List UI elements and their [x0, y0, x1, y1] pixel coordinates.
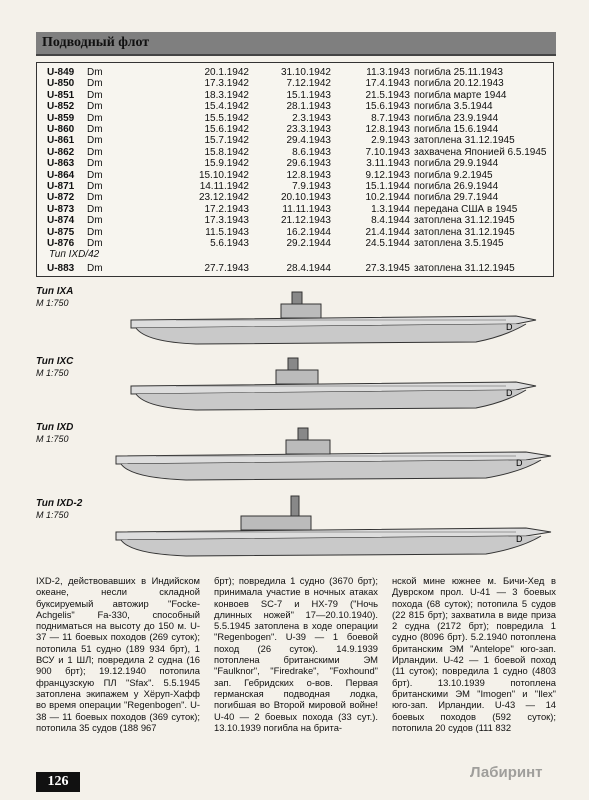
cell-d2: 15.1.1943 [286, 89, 331, 101]
cell-id: U-850 [47, 78, 75, 90]
cell-d3: 7.10.1943 [365, 146, 410, 158]
cell-id: U-852 [47, 101, 75, 113]
cell-d2: 16.2.1944 [286, 226, 331, 238]
drawing-label: Тип IXC [36, 356, 74, 367]
submarine-profile-ixd2 [36, 492, 556, 566]
cell-type: Dm [87, 101, 103, 113]
cell-d3: 1.3.1944 [371, 203, 410, 215]
cell-id: U-883 [47, 262, 75, 274]
svg-text:D: D [506, 322, 513, 332]
cell-d2: 2.3.1943 [292, 112, 331, 124]
cell-d1: 15.7.1942 [204, 135, 249, 147]
cell-id: U-875 [47, 226, 75, 238]
drawing-ixa [36, 284, 556, 354]
drawing-ixd [36, 420, 556, 486]
cell-d1: 27.7.1943 [204, 262, 249, 274]
cell-d2: 7.9.1943 [292, 181, 331, 192]
cell-fate: погибла 20.12.1943 [414, 78, 504, 90]
drawing-scale: М 1:750 [36, 434, 69, 444]
svg-text:D: D [506, 388, 513, 398]
page-number: 126 [36, 772, 80, 792]
cell-d1: 17.2.1943 [204, 203, 249, 215]
cell-d3: 3.11.1943 [366, 158, 410, 170]
cell-type: Dm [87, 67, 103, 78]
cell-d2: 29.4.1943 [286, 135, 331, 147]
cell-d1: 17.3.1943 [204, 215, 249, 227]
paragraph: брт); повредила 1 судно (3670 брт); принимала участие в ночных атаках конвоев SC-7 и HX-79 ("Ночь длинных ножей" 17—20.10.1940). 5.5.1945 затоплена в ходе операции "Regenbogen". U-39 — 1 боевой поход (26 суток). 14.9.1939 потоплена британскими ЭМ "Faulknor", "Firedrake", "Foxhound" зап. Гебридских о-вов. Первая германская подводная лодка, погибшая во Второй мировой войне! U-40 — 2 боевых похода (33 сут.). 13.10.1939 погибла на брита- [214, 575, 378, 733]
cell-type: Dm [87, 146, 103, 158]
cell-type: Dm [87, 215, 103, 227]
paragraph: IXD-2, действовавших в Индийском океане, несли складной буксируемый автожир "Focke-Achgelis" Fa-330, способный подниматься на высоту до 150 м. U-37 — 11 боевых походов (269 суток); потопила 51 судно (189 934 брт), 1 ВСУ и 1 ШЛ; повредила 2 судна (16 900 брт); 19.12.1940 потопила французскую ПЛ "Sfax". 5.5.1945 затоплена экипажем у Хёруп-Хафф во время операции "Regenbogen". U-38 — 11 боевых походов (369 суток); потопила 35 судов (188 967 [36, 575, 200, 733]
cell-d2: 29.6.1943 [286, 158, 331, 170]
cell-fate: погибла 29.7.1944 [414, 192, 499, 204]
text-column-3 [392, 575, 556, 733]
svg-text:D: D [516, 534, 523, 544]
cell-d3: 8.7.1943 [371, 112, 410, 124]
cell-fate: передана США в 1945 [414, 203, 518, 215]
cell-fate: затоплена 31.12.1945 [414, 262, 515, 274]
section-header [36, 32, 556, 56]
cell-d3: 15.6.1943 [365, 101, 410, 113]
submarine-profile-ixa [36, 284, 556, 354]
drawing-scale: М 1:750 [36, 510, 69, 520]
body-text [36, 575, 556, 775]
drawing-label: Тип IXD-2 [36, 498, 83, 509]
cell-d1: 15.5.1942 [204, 112, 249, 124]
cell-d2: 12.8.1943 [286, 169, 331, 181]
cell-d3: 12.8.1943 [365, 124, 410, 135]
cell-id: U-861 [47, 135, 75, 147]
cell-d1: 20.1.1942 [204, 67, 249, 78]
cell-d2: 28.1.1943 [286, 101, 331, 113]
cell-fate: погибла марте 1944 [414, 89, 507, 101]
cell-d1: 15.10.1942 [198, 169, 249, 181]
drawing-scale: М 1:750 [36, 298, 69, 308]
cell-id: U-863 [47, 158, 75, 170]
cell-id: U-871 [47, 181, 75, 192]
cell-d1: 15.9.1942 [204, 158, 249, 170]
paragraph: нской мине южнее м. Бичи-Хед в Дуврском прол. U-41 — 3 боевых похода (68 суток); потопила 5 судов (22 815 брт); захватила в виде приза 2 судна (2172 брт); повредила 1 судно (8096 брт). 5.2.1940 потоплена британским ЭМ "Antelope" юго-зап. Ирландии. U-42 — 1 боевой поход (11 суток); повредила 1 судно (4803 брт). 13.10.1939 потоплена британскими ЭМ "Imogen" и "Ilex" юго-зап. Ирландии. U-43 — 14 боевых походов (592 суток); потопила 20 судов (111 832 [392, 575, 556, 733]
cell-type: Dm [87, 203, 103, 215]
cell-fate: затоплена 31.12.1945 [414, 215, 515, 227]
cell-type: Dm [87, 89, 103, 101]
cell-d3: 21.5.1943 [365, 89, 410, 101]
drawing-label: Тип IXA [36, 286, 74, 297]
cell-d2: 7.12.1942 [286, 78, 331, 90]
cell-fate: погибла 25.11.1943 [414, 67, 503, 78]
cell-d1: 17.3.1942 [204, 78, 249, 90]
cell-type: Dm [87, 135, 103, 147]
cell-d1: 15.4.1942 [204, 101, 249, 113]
cell-type: Dm [87, 169, 103, 181]
cell-d1: 5.6.1943 [210, 238, 249, 249]
cell-type: Dm [87, 262, 103, 274]
cell-id: U-862 [47, 146, 75, 158]
cell-d2: 11.11.1943 [282, 203, 331, 215]
cell-d2: 21.12.1943 [280, 215, 331, 227]
section-title: Подводный флот [42, 35, 150, 50]
cell-d3: 2.9.1943 [371, 135, 410, 147]
cell-d3: 17.4.1943 [365, 78, 410, 90]
text-column-1 [36, 575, 200, 733]
cell-id: U-873 [47, 203, 75, 215]
cell-d3: 11.3.1943 [366, 67, 410, 78]
cell-id: U-876 [47, 238, 75, 249]
drawing-scale: М 1:750 [36, 368, 69, 378]
cell-type: Dm [87, 158, 103, 170]
cell-fate: погибла 26.9.1944 [414, 181, 499, 192]
cell-fate: погибла 15.6.1944 [414, 124, 499, 135]
submarine-profile-ixc [36, 352, 556, 418]
cell-type: Dm [87, 238, 103, 249]
cell-d1: 14.11.1942 [199, 181, 249, 192]
drawing-ixd2 [36, 492, 556, 566]
cell-d3: 10.2.1944 [365, 192, 410, 204]
cell-d1: 15.6.1942 [204, 124, 249, 135]
cell-d2: 29.2.1944 [286, 238, 331, 249]
cell-fate: погибла 29.9.1944 [414, 158, 499, 170]
cell-fate: затоплена 3.5.1945 [414, 238, 504, 249]
cell-type: Dm [87, 181, 103, 192]
svg-text:D: D [516, 458, 523, 468]
cell-fate: затоплена 31.12.1945 [414, 226, 515, 238]
cell-fate: погибла 3.5.1944 [414, 101, 493, 113]
cell-d2: 8.6.1943 [292, 146, 331, 158]
cell-d1: 15.8.1942 [204, 146, 249, 158]
cell-d3: 27.3.1945 [365, 262, 410, 274]
text-column-2 [214, 575, 378, 733]
cell-type: Dm [87, 192, 103, 204]
cell-d1: 11.5.1943 [205, 226, 249, 238]
watermark-logo: Лабиринт [470, 764, 543, 781]
cell-d3: 8.4.1944 [371, 215, 410, 227]
cell-d2: 31.10.1942 [280, 67, 331, 78]
cell-d1: 18.3.1942 [204, 89, 249, 101]
submarine-profile-ixd [36, 420, 556, 486]
cell-type: Dm [87, 78, 103, 90]
cell-d2: 23.3.1943 [286, 124, 331, 135]
cell-d3: 24.5.1944 [365, 238, 410, 249]
drawing-label: Тип IXD [36, 422, 74, 433]
submarine-table [36, 62, 554, 277]
cell-d1: 23.12.1942 [198, 192, 249, 204]
cell-d2: 28.4.1944 [286, 262, 331, 274]
cell-type: Dm [87, 226, 103, 238]
cell-d3: 15.1.1944 [365, 181, 410, 192]
cell-id: U-860 [47, 124, 75, 135]
cell-id: U-864 [47, 169, 75, 181]
cell-fate: погибла 9.2.1945 [414, 169, 493, 181]
table-subheader: Тип IXD/42 [49, 249, 100, 261]
cell-type: Dm [87, 112, 103, 124]
cell-d3: 21.4.1944 [365, 226, 410, 238]
cell-d2: 20.10.1943 [280, 192, 331, 204]
cell-fate: захвачена Японией 6.5.1945 [414, 146, 547, 158]
cell-id: U-872 [47, 192, 75, 204]
cell-d3: 9.12.1943 [365, 169, 410, 181]
drawing-ixc [36, 352, 556, 418]
cell-id: U-851 [47, 89, 75, 101]
cell-id: U-874 [47, 215, 75, 227]
cell-type: Dm [87, 124, 103, 135]
cell-id: U-849 [47, 67, 75, 78]
cell-id: U-859 [47, 112, 75, 124]
cell-fate: затоплена 31.12.1945 [414, 135, 515, 147]
cell-fate: погибла 23.9.1944 [414, 112, 499, 124]
